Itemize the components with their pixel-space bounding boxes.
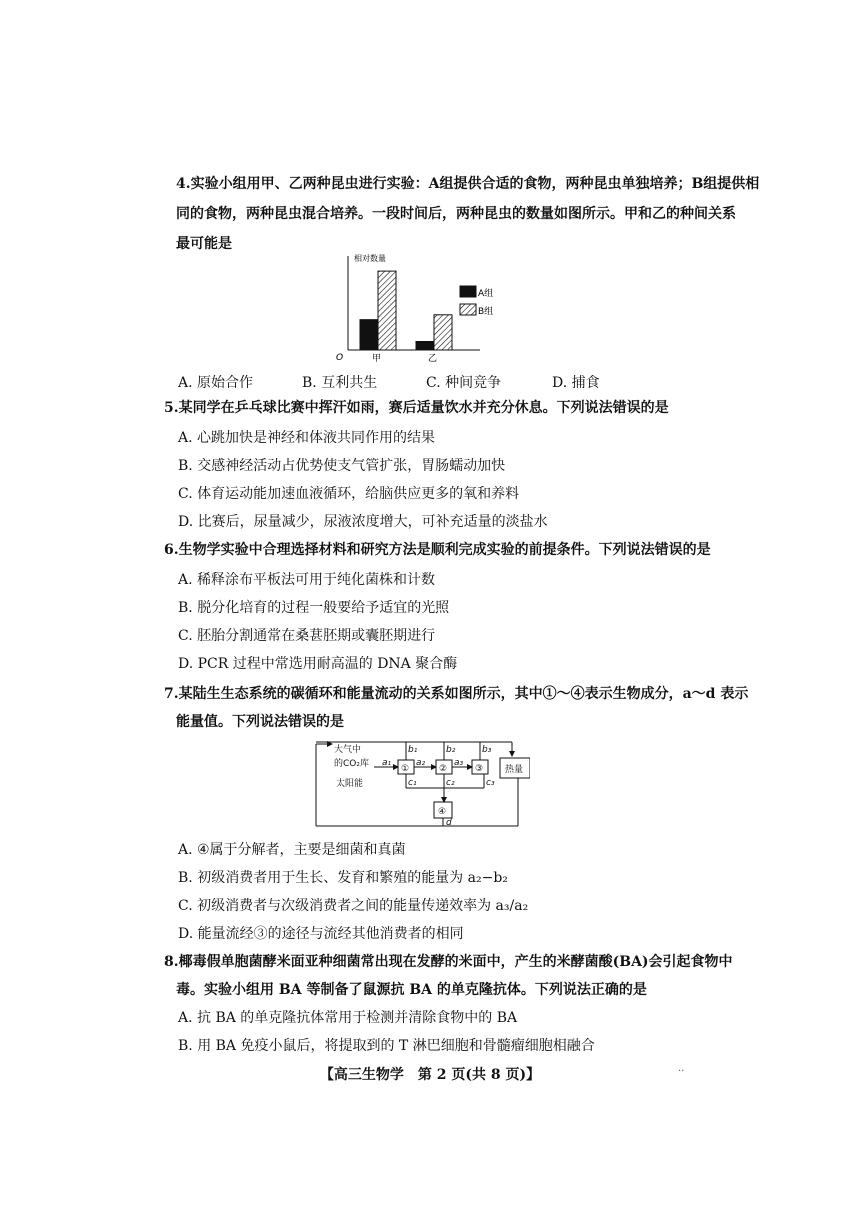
origin-label: O	[336, 353, 344, 363]
question-7-stem-line-1: 7.某陆生生态系统的碳循环和能量流动的关系如图所示，其中①～④表示生物成分，a～d 表示	[164, 686, 749, 702]
option-7c[interactable]: C. 初级消费者与次级消费者之间的能量传递效率为 a₃/a₂	[178, 898, 529, 914]
question-4-stem-line-2: 同的食物，两种昆虫混合培养。一段时间后，两种昆虫的数量如图所示。甲和乙的种间关系	[176, 206, 736, 222]
pool-label-1: 大气中	[334, 745, 362, 755]
c3-label: c₃	[486, 778, 495, 788]
option-5c[interactable]: C. 体育运动能加速血液循环，给脑供应更多的氧和养料	[178, 486, 520, 502]
bar-chart	[330, 252, 520, 370]
legend-swatch-A组	[460, 286, 476, 297]
option-8a[interactable]: A. 抗 BA 的单克隆抗体常用于检测并清除食物中的 BA	[178, 1010, 518, 1026]
option-7a[interactable]: A. ④属于分解者，主要是细菌和真菌	[178, 842, 406, 858]
option-4a[interactable]: A. 原始合作	[178, 375, 254, 391]
category-label-甲: 甲	[372, 354, 382, 364]
sun-label: 太阳能	[336, 779, 364, 789]
option-6d[interactable]: D. PCR 过程中常选用耐高温的 DNA 聚合酶	[178, 656, 458, 672]
b1-label: b₁	[408, 745, 418, 755]
node-2-label: ②	[439, 764, 448, 774]
question-7-stem-line-2: 能量值。下列说法错误的是	[176, 714, 344, 730]
option-6a[interactable]: A. 稀释涂布平板法可用于纯化菌株和计数	[178, 572, 436, 588]
question-8-stem-line-1: 8.椰毒假单胞菌酵米面亚种细菌常出现在发酵的米面中，产生的米酵菌酸(BA)会引起食物中	[164, 954, 733, 970]
a2-label: a₂	[416, 758, 426, 768]
heat-label: 热量	[505, 765, 524, 775]
bar-甲-A组	[360, 320, 378, 350]
question-4-stem-line-1: 4.实验小组用甲、乙两种昆虫进行实验：A组提供合适的食物，两种昆虫单独培养；B组提供相	[176, 176, 760, 192]
bar-乙-A组	[416, 342, 434, 350]
option-5d[interactable]: D. 比赛后，尿量减少，尿液浓度增大，可补充适量的淡盐水	[178, 514, 548, 530]
option-7d[interactable]: D. 能量流经③的途径与流经其他消费者的相同	[178, 926, 464, 942]
legend-label-B组: B组	[478, 307, 494, 317]
bar-乙-B组	[434, 315, 452, 350]
option-4d[interactable]: D. 捕食	[552, 375, 600, 391]
option-6b[interactable]: B. 脱分化培育的过程一般要给予适宜的光照	[178, 600, 450, 616]
footer-mark: ··	[678, 1066, 685, 1077]
option-5b[interactable]: B. 交感神经活动占优势使支气管扩张，胃肠蠕动加快	[178, 458, 506, 474]
b2-label: b₂	[446, 745, 456, 755]
node-4-label: ④	[438, 807, 447, 817]
option-4b[interactable]: B. 互利共生	[302, 375, 378, 391]
page-footer: 【高三生物学 第 2 页(共 8 页)】	[319, 1067, 541, 1083]
option-4c[interactable]: C. 种间竞争	[426, 375, 502, 391]
node-3-label: ③	[475, 764, 484, 774]
category-label-乙: 乙	[428, 354, 438, 364]
question-6-stem: 6.生物学实验中合理选择材料和研究方法是顺利完成实验的前提条件。下列说法错误的是	[164, 542, 711, 558]
option-5a[interactable]: A. 心跳加快是神经和体液共同作用的结果	[178, 430, 436, 446]
node-1-label: ①	[401, 764, 410, 774]
b3-label: b₃	[482, 745, 492, 755]
pool-label-2: 的CO₂库	[334, 759, 369, 769]
option-8b[interactable]: B. 用 BA 免疫小鼠后，将提取到的 T 淋巴细胞和骨髓瘤细胞相融合	[178, 1038, 595, 1054]
a1-label: a₁	[382, 758, 392, 768]
option-6c[interactable]: C. 胚胎分割通常在桑葚胚期或囊胚期进行	[178, 628, 436, 644]
energy-flow-diagram	[312, 738, 530, 832]
question-4-stem-line-3: 最可能是	[176, 236, 232, 252]
legend-swatch-B组	[460, 304, 476, 315]
question-5-stem: 5.某同学在乒乓球比赛中挥汗如雨，赛后适量饮水并充分休息。下列说法错误的是	[164, 400, 669, 416]
c1-label: c₁	[408, 778, 417, 788]
d-label: d	[446, 818, 452, 828]
question-8-stem-line-2: 毒。实验小组用 BA 等制备了鼠源抗 BA 的单克隆抗体。下列说法正确的是	[176, 982, 647, 998]
option-7b[interactable]: B. 初级消费者用于生长、发育和繁殖的能量为 a₂−b₂	[178, 870, 508, 886]
c2-label: c₂	[446, 778, 455, 788]
a3-label: a₃	[454, 758, 464, 768]
y-axis-label: 相对数量	[354, 254, 386, 263]
legend-label-A组: A组	[478, 289, 494, 299]
bar-甲-B组	[378, 271, 396, 350]
